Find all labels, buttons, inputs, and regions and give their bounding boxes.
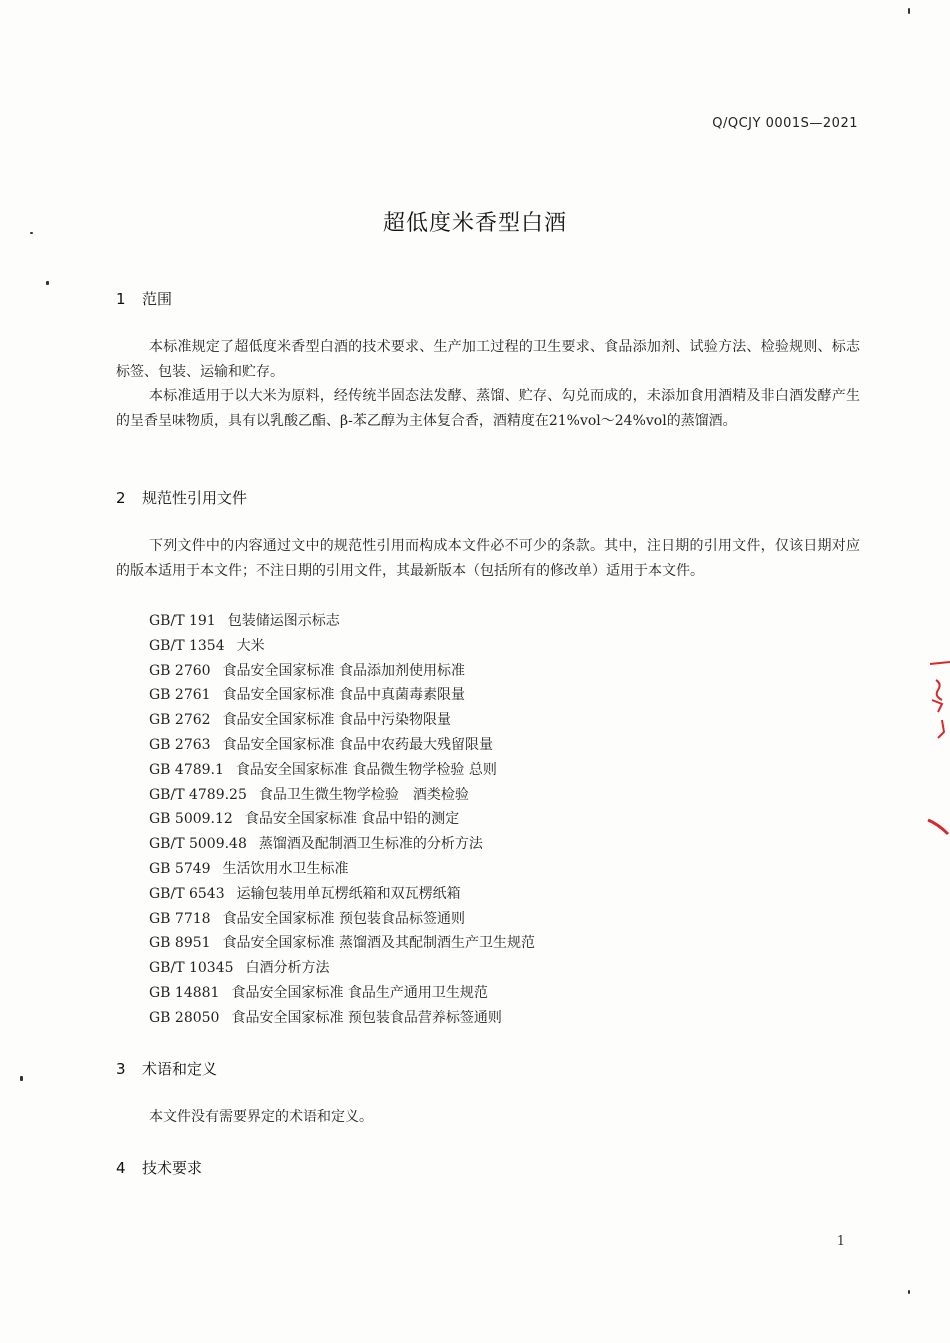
reference-item bbox=[149, 907, 535, 932]
reference-title: 食品安全国家标准 食品中农药最大残留限量 bbox=[222, 736, 494, 753]
reference-code: GB/T 1354 bbox=[149, 637, 225, 654]
normative-reference-list bbox=[149, 609, 535, 1031]
scope-paragraph-1: 本标准规定了超低度米香型白酒的技术要求、生产加工过程的卫生要求、食品添加剂、试验方法、检验规则、标志标签、包装、运输和贮存。 bbox=[116, 339, 860, 380]
reference-item bbox=[149, 832, 535, 857]
reference-code: GB 8951 bbox=[149, 935, 211, 952]
terms-paragraph: 本文件没有需要界定的术语和定义。 bbox=[149, 1109, 373, 1125]
section-title: 规范性引用文件 bbox=[142, 489, 248, 507]
page-number: 1 bbox=[836, 1234, 845, 1249]
section-number: 3 bbox=[116, 1060, 126, 1078]
reference-item bbox=[149, 1006, 535, 1031]
reference-title: 食品安全国家标准 食品生产通用卫生规范 bbox=[231, 984, 488, 1001]
scan-speck bbox=[20, 1076, 23, 1081]
reference-item bbox=[149, 783, 535, 808]
reference-code: GB 28050 bbox=[149, 1009, 220, 1026]
reference-title: 白酒分析方法 bbox=[245, 960, 330, 977]
reference-item bbox=[149, 981, 535, 1006]
reference-code: GB 2760 bbox=[149, 662, 211, 679]
scan-speck bbox=[30, 232, 33, 234]
reference-item bbox=[149, 659, 535, 684]
reference-code: GB 5749 bbox=[149, 860, 211, 877]
reference-title: 包装储运图示标志 bbox=[227, 613, 340, 629]
reference-code: GB/T 4789.25 bbox=[149, 786, 247, 803]
reference-title: 食品安全国家标准 食品添加剂使用标准 bbox=[222, 662, 466, 679]
reference-code: GB 2761 bbox=[149, 687, 211, 704]
reference-code: GB/T 6543 bbox=[149, 885, 225, 902]
reference-item bbox=[149, 857, 535, 882]
reference-title: 食品安全国家标准 食品中污染物限量 bbox=[222, 712, 452, 729]
scope-paragraph-2: 本标准适用于以大米为原料，经传统半固态法发酵、蒸馏、贮存、勾兑而成的，未添加食用酒精及非白酒发酵产生的呈香呈味物质，具有以乳酸乙酯、β-苯乙醇为主体复合香，酒精度在21%vol～24%vol的蒸馏酒。 bbox=[116, 388, 860, 429]
reference-title: 食品安全国家标准 食品中真菌毒素限量 bbox=[222, 687, 466, 704]
reference-item bbox=[149, 758, 535, 783]
reference-code: GB 7718 bbox=[149, 910, 211, 927]
reference-title: 大米 bbox=[236, 637, 265, 654]
reference-item bbox=[149, 634, 535, 659]
reference-item bbox=[149, 609, 535, 634]
reference-item bbox=[149, 683, 535, 708]
reference-code: GB 5009.12 bbox=[149, 811, 233, 828]
section-heading-technical bbox=[116, 1157, 202, 1178]
scan-speck bbox=[46, 281, 49, 285]
reference-item bbox=[149, 807, 535, 832]
section-number: 4 bbox=[116, 1159, 126, 1177]
normative-intro: 下列文件中的内容通过文中的规范性引用而构成本文件必不可少的条款。其中，注日期的引用文件，仅该日期对应的版本适用于本文件；不注日期的引用文件，其最新版本（包括所有的修改单）适用于本文件。 bbox=[116, 538, 860, 579]
reference-title: 生活饮用水卫生标准 bbox=[222, 860, 349, 877]
document-code: Q/QCJY 0001S—2021 bbox=[712, 116, 858, 131]
reference-code: GB/T 10345 bbox=[149, 960, 234, 977]
section-number: 2 bbox=[116, 489, 126, 507]
reference-code: GB 14881 bbox=[149, 984, 220, 1001]
section-title: 技术要求 bbox=[142, 1159, 203, 1177]
section-title: 范围 bbox=[142, 290, 173, 308]
reference-item bbox=[149, 882, 535, 907]
section-heading-terms bbox=[116, 1058, 217, 1079]
document-title: 超低度米香型白酒 bbox=[382, 211, 567, 236]
reference-code: GB 2762 bbox=[149, 712, 211, 729]
reference-title: 食品卫生微生物学检验 酒类检验 bbox=[258, 786, 469, 803]
section-heading-scope bbox=[116, 288, 172, 309]
reference-code: GB/T 191 bbox=[149, 613, 216, 629]
reference-title: 食品安全国家标准 食品中铅的测定 bbox=[244, 811, 460, 828]
reference-item bbox=[149, 956, 535, 981]
reference-code: GB 4789.1 bbox=[149, 761, 224, 778]
reference-item bbox=[149, 931, 535, 956]
section-number: 1 bbox=[116, 290, 126, 308]
reference-code: GB/T 5009.48 bbox=[149, 836, 247, 853]
reference-item bbox=[149, 708, 535, 733]
reference-item bbox=[149, 733, 535, 758]
scan-speck bbox=[908, 1290, 910, 1294]
seal-stamp-fragment bbox=[926, 660, 950, 840]
reference-title: 运输包装用单瓦楞纸箱和双瓦楞纸箱 bbox=[236, 885, 461, 902]
reference-title: 食品安全国家标准 食品微生物学检验 总则 bbox=[235, 761, 497, 778]
reference-code: GB 2763 bbox=[149, 736, 211, 753]
scan-speck bbox=[908, 8, 910, 14]
reference-title: 蒸馏酒及配制酒卫生标准的分析方法 bbox=[258, 836, 483, 853]
reference-title: 食品安全国家标准 预包装食品营养标签通则 bbox=[231, 1009, 502, 1026]
reference-title: 食品安全国家标准 预包装食品标签通则 bbox=[222, 910, 466, 927]
section-heading-normative bbox=[116, 487, 247, 508]
section-title: 术语和定义 bbox=[142, 1060, 218, 1078]
reference-title: 食品安全国家标准 蒸馏酒及其配制酒生产卫生规范 bbox=[222, 935, 536, 952]
